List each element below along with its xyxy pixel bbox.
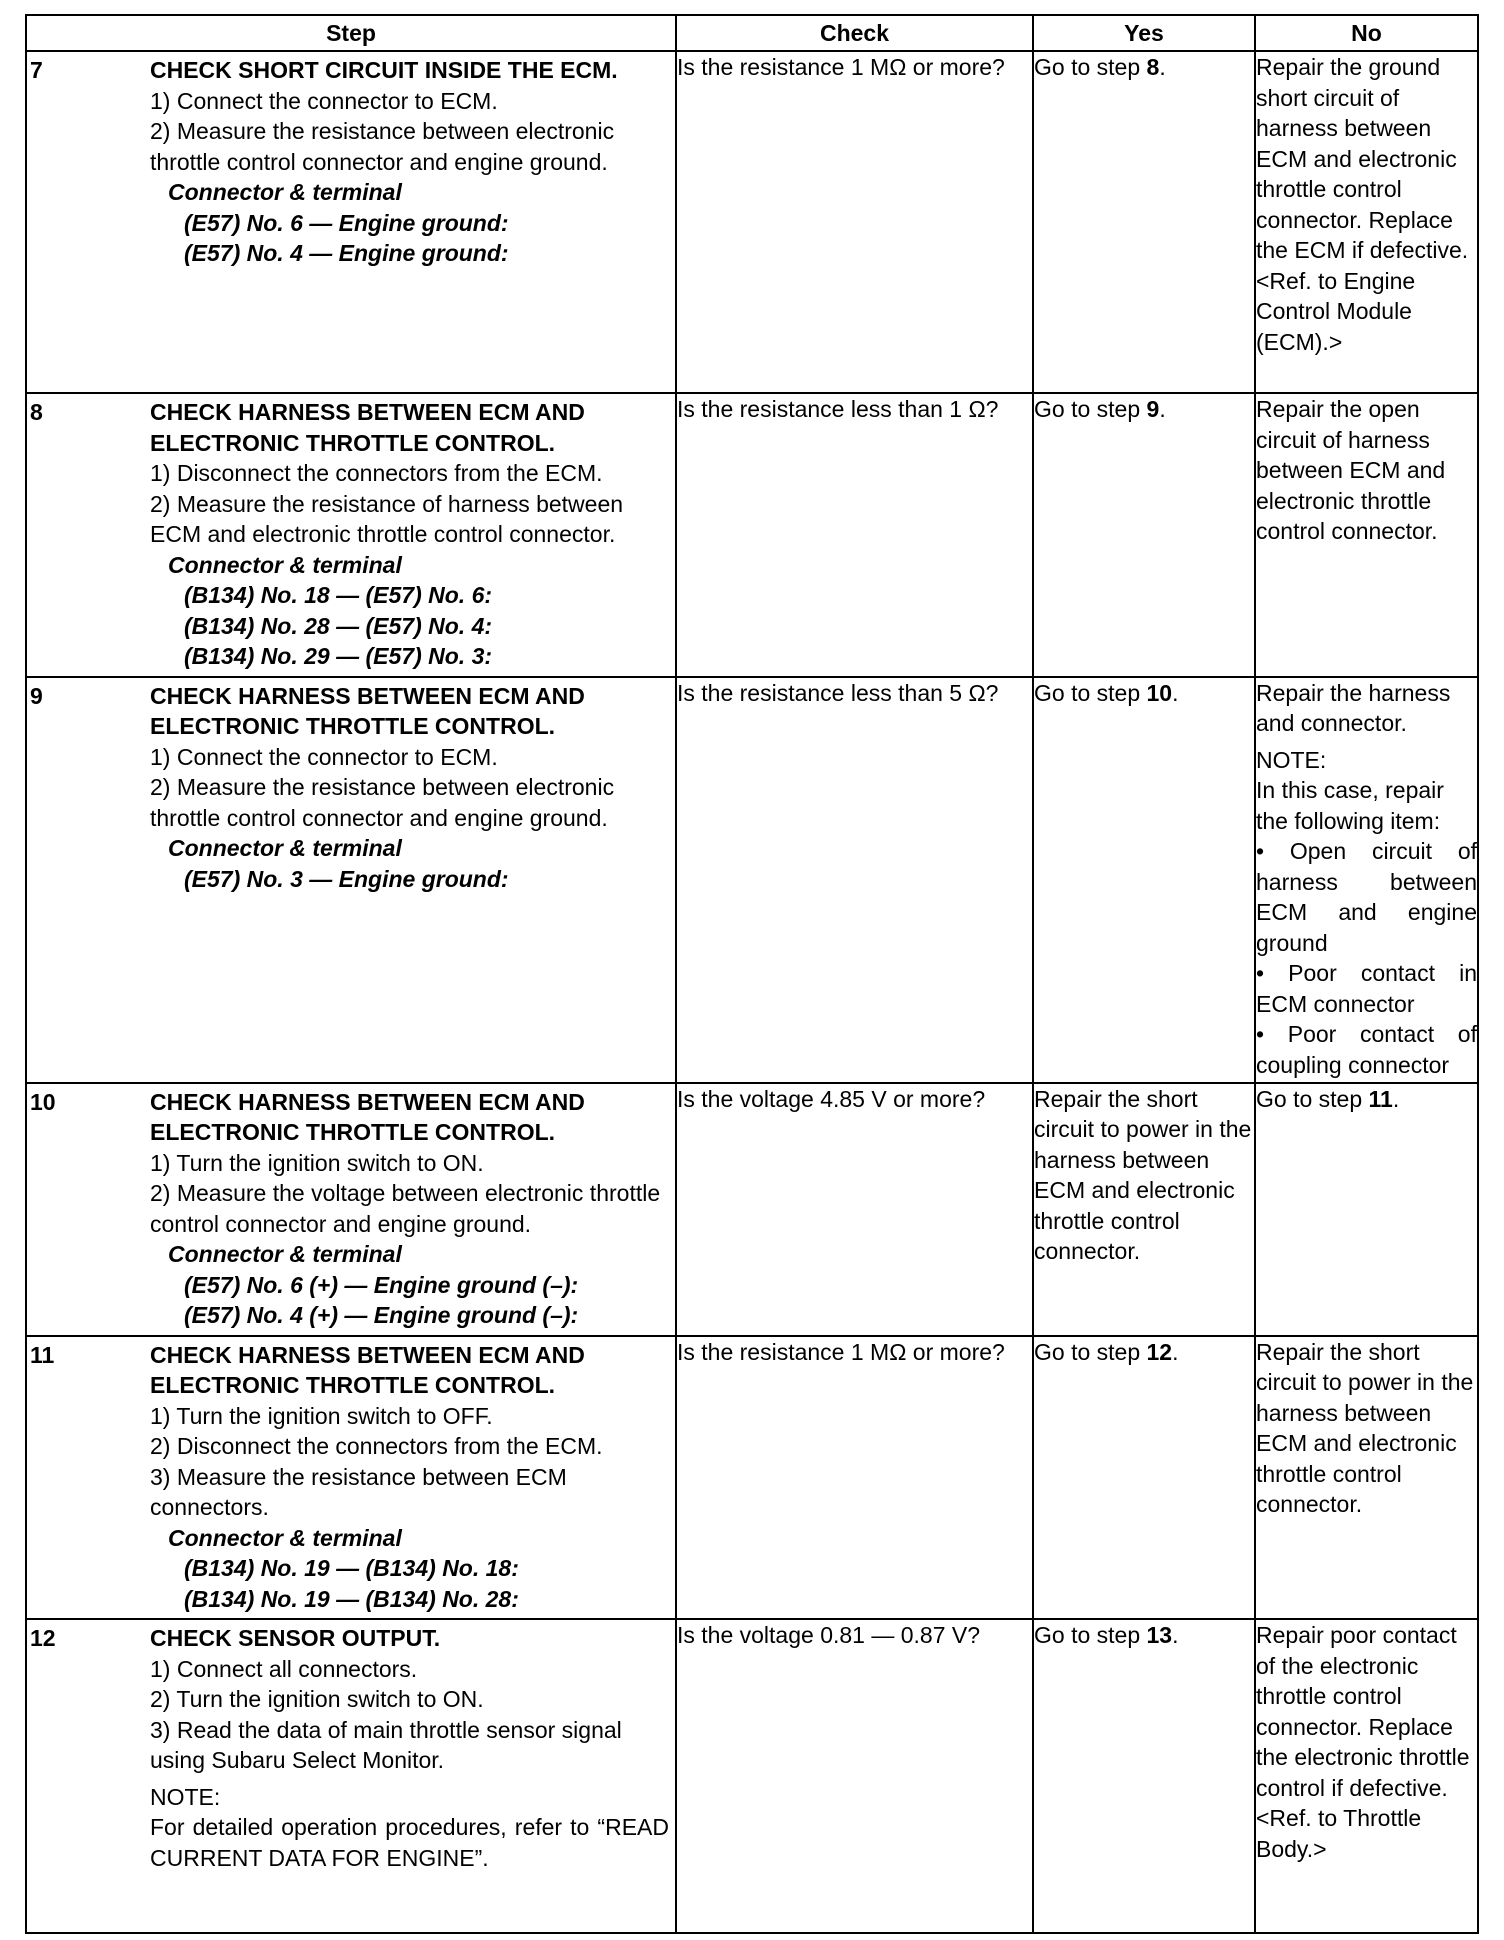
yes-cell (1033, 1336, 1255, 1620)
no-cell: Repair the ground short circuit of harness between ECM and electronic throttle control connector. Replace the ECM if defective. <Ref. to Engine Control Module (ECM).> (1255, 51, 1478, 393)
terminal-spec: (E57) No. 4 — Engine ground: (184, 240, 509, 266)
terminal-spec: (B134) No. 19 — (B134) No. 28: (184, 1585, 519, 1612)
step-instruction: 1) Turn the ignition switch to OFF. (150, 1402, 493, 1429)
yes-cell (1033, 677, 1255, 1083)
step-instruction: 2) Measure the voltage between electronic throttle control connector and engine ground. (150, 1180, 661, 1237)
step-instruction: 2) Turn the ignition switch to ON. (150, 1686, 484, 1712)
table-row (26, 1619, 1478, 1933)
step-instruction: 1) Connect all connectors. (150, 1655, 418, 1682)
note-bullet: • Poor contact in ECM connector (1256, 960, 1477, 1017)
step-instruction: 1) Connect the connector to ECM. (150, 87, 498, 114)
table-row (26, 1083, 1478, 1336)
step-instruction: 2) Disconnect the connectors from the ECM. (150, 1433, 603, 1459)
no-cell (1255, 1083, 1478, 1336)
yes-cell (1033, 51, 1255, 393)
step-instruction: 1) Connect the connector to ECM. (150, 743, 498, 770)
header-row (26, 15, 1478, 51)
diagnostic-table (25, 14, 1479, 1934)
check-cell: Is the voltage 0.81 — 0.87 V? (676, 1619, 1033, 1933)
no-step-link: 11 (1368, 1085, 1393, 1112)
yes-text: Go to step (1034, 1338, 1147, 1365)
connector-label: Connector & terminal (168, 835, 402, 861)
yes-period: . (1159, 54, 1166, 80)
step-instruction: 2) Measure the resistance of harness between ECM and electronic throttle control connector. (150, 490, 624, 547)
step-cell (26, 677, 676, 1083)
step-number: 10 (30, 1088, 56, 1115)
yes-period: . (1172, 679, 1179, 706)
step-instruction: 2) Measure the resistance between electronic throttle control connector and engine ground. (150, 118, 615, 175)
check-cell: Is the resistance less than 5 Ω? (676, 677, 1033, 1083)
step-number: 7 (30, 57, 43, 83)
yes-cell: Repair the short circuit to power in the harness between ECM and electronic throttle control connector. (1033, 1083, 1255, 1336)
note-label: NOTE: (150, 1783, 221, 1810)
no-period: . (1392, 1085, 1400, 1112)
step-number: 9 (30, 682, 43, 709)
terminal-spec: (E57) No. 3 — Engine ground: (184, 865, 509, 892)
connector-label: Connector & terminal (168, 1241, 402, 1267)
step-cell (26, 393, 676, 677)
yes-period: . (1159, 396, 1166, 422)
step-number: 12 (30, 1625, 56, 1651)
step-instruction: 2) Measure the resistance between electronic throttle control connector and engine ground. (150, 774, 615, 831)
yes-step-link: 12 (1146, 1338, 1173, 1365)
no-cell: Repair the short circuit to power in the harness between ECM and electronic throttle control connector. (1255, 1336, 1478, 1620)
terminal-spec: (E57) No. 6 (+) — Engine ground (–): (184, 1271, 579, 1298)
no-cell (1255, 677, 1478, 1083)
step-number: 8 (30, 399, 43, 425)
check-cell: Is the voltage 4.85 V or more? (676, 1083, 1033, 1336)
step-title: CHECK HARNESS BETWEEN ECM AND ELECTRONIC THROTTLE CONTROL. (150, 399, 585, 456)
no-cell: Repair poor contact of the electronic throttle control connector. Replace the electronic throttle control if defective. <Ref. to Throttle Body.> (1255, 1619, 1478, 1933)
yes-text: Go to step (1034, 54, 1147, 80)
yes-text: Go to step (1034, 1622, 1147, 1648)
terminal-spec: (B134) No. 28 — (E57) No. 4: (184, 612, 493, 639)
step-title: CHECK HARNESS BETWEEN ECM AND ELECTRONIC THROTTLE CONTROL. (150, 682, 585, 739)
yes-step-link: 10 (1146, 679, 1173, 706)
yes-text: Go to step (1034, 679, 1147, 706)
note-label: NOTE: (1256, 746, 1327, 773)
note-text: For detailed operation procedures, refer to “READ CURRENT DATA FOR ENGINE”. (150, 1814, 669, 1871)
header-yes: Yes (1033, 15, 1255, 51)
connector-label: Connector & terminal (168, 1524, 402, 1551)
table-row (26, 51, 1478, 393)
note-bullet: • Poor contact of coupling connector (1256, 1021, 1477, 1078)
check-cell: Is the resistance 1 MΩ or more? (676, 51, 1033, 393)
step-cell (26, 51, 676, 393)
step-title: CHECK SENSOR OUTPUT. (150, 1625, 441, 1651)
header-step: Step (26, 15, 676, 51)
terminal-spec: (E57) No. 4 (+) — Engine ground (–): (184, 1302, 579, 1328)
header-no: No (1255, 15, 1478, 51)
terminal-spec: (B134) No. 19 — (B134) No. 18: (184, 1555, 519, 1581)
yes-step-link: 9 (1146, 396, 1160, 422)
step-instruction: 1) Disconnect the connectors from the ECM. (150, 460, 603, 486)
note-bullet: • Open circuit of harness between ECM and engine ground (1256, 838, 1477, 956)
step-number: 11 (30, 1341, 55, 1368)
step-cell (26, 1336, 676, 1620)
note-text: In this case, repair the following item: (1256, 777, 1444, 834)
step-cell (26, 1083, 676, 1336)
yes-cell (1033, 393, 1255, 677)
check-cell: Is the resistance less than 1 Ω? (676, 393, 1033, 677)
yes-cell (1033, 1619, 1255, 1933)
step-instruction: 3) Read the data of main throttle sensor signal using Subaru Select Monitor. (150, 1716, 622, 1773)
table-row (26, 1336, 1478, 1620)
terminal-spec: (E57) No. 6 — Engine ground: (184, 209, 509, 236)
no-text: Go to step (1256, 1085, 1369, 1112)
step-title: CHECK HARNESS BETWEEN ECM AND ELECTRONIC THROTTLE CONTROL. (150, 1088, 585, 1145)
yes-text: Go to step (1034, 396, 1147, 422)
check-cell: Is the resistance 1 MΩ or more? (676, 1336, 1033, 1620)
step-instruction: 3) Measure the resistance between ECM connectors. (150, 1463, 567, 1520)
connector-label: Connector & terminal (168, 551, 402, 578)
table-row (26, 677, 1478, 1083)
step-instruction: 1) Turn the ignition switch to ON. (150, 1149, 484, 1176)
connector-label: Connector & terminal (168, 179, 402, 205)
no-cell: Repair the open circuit of harness between ECM and electronic throttle control connector. (1255, 393, 1478, 677)
terminal-spec: (B134) No. 29 — (E57) No. 3: (184, 643, 493, 669)
yes-period: . (1172, 1622, 1179, 1648)
yes-step-link: 8 (1146, 54, 1160, 80)
yes-step-link: 13 (1146, 1622, 1173, 1648)
step-cell (26, 1619, 676, 1933)
header-check: Check (676, 15, 1033, 51)
table-row (26, 393, 1478, 677)
no-text: Repair the harness and connector. (1256, 679, 1451, 736)
step-title: CHECK SHORT CIRCUIT INSIDE THE ECM. (150, 57, 618, 83)
terminal-spec: (B134) No. 18 — (E57) No. 6: (184, 582, 493, 608)
yes-period: . (1172, 1338, 1179, 1365)
step-title: CHECK HARNESS BETWEEN ECM AND ELECTRONIC THROTTLE CONTROL. (150, 1341, 585, 1398)
